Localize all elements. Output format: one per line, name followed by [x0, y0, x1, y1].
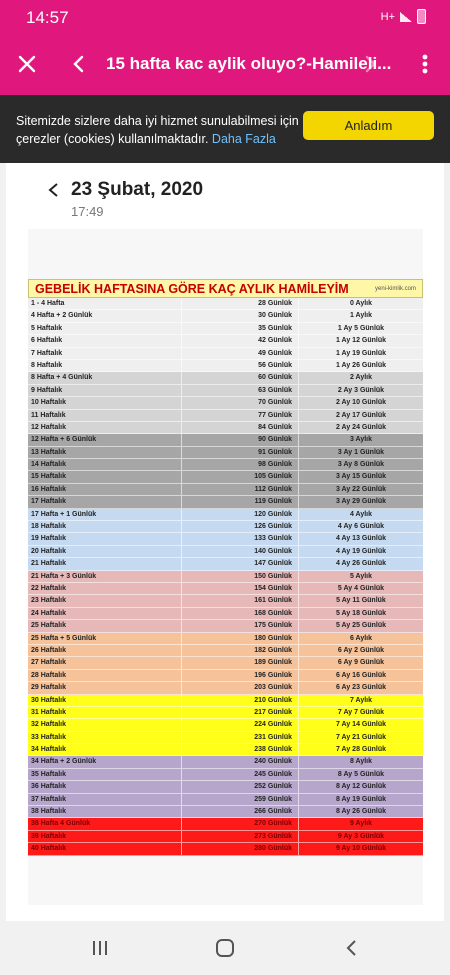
week-cell: 15 Haftalık	[31, 473, 67, 481]
table-site: yeni-kimlik.com	[374, 285, 416, 292]
week-cell: 25 Hafta + 5 Günlük	[31, 634, 97, 642]
months-cell: 8 Ay 5 Günlük	[298, 769, 423, 780]
post-date: 23 Şubat, 2020	[71, 179, 204, 200]
months-cell: 6 Ay 23 Günlük	[298, 682, 423, 693]
week-cell: 25 Haftalık	[31, 622, 67, 630]
page-title: 15 hafta kac aylik oluyo?-Hamileli...	[106, 54, 392, 73]
table-row	[28, 533, 423, 545]
week-cell: 40 Haftalık	[31, 845, 67, 853]
days-cell: 266 Günlük	[181, 806, 298, 817]
months-cell: 6 Ay 2 Günlük	[298, 645, 423, 656]
nav-back-button[interactable]	[338, 935, 364, 961]
months-cell: 9 Ay 10 Günlük	[298, 843, 423, 854]
days-cell: 120 Günlük	[181, 509, 298, 520]
week-cell: 36 Haftalık	[31, 783, 67, 791]
days-cell: 60 Günlük	[181, 372, 298, 383]
months-cell: 7 Ay 21 Günlük	[298, 732, 423, 743]
months-cell: 4 Ay 13 Günlük	[298, 533, 423, 544]
months-cell: 8 Ay 19 Günlük	[298, 794, 423, 805]
table-row	[28, 794, 423, 806]
cookie-message	[16, 112, 301, 148]
week-cell: 37 Haftalık	[31, 795, 67, 803]
week-cell: 14 Haftalık	[31, 461, 67, 469]
week-cell: 34 Hafta + 2 Günlük	[31, 758, 97, 766]
months-cell: 8 Ay 12 Günlük	[298, 781, 423, 792]
table-row	[28, 707, 423, 719]
back-button[interactable]	[62, 48, 94, 80]
days-cell: 119 Günlük	[181, 496, 298, 507]
days-cell: 245 Günlük	[181, 769, 298, 780]
recents-icon	[91, 940, 109, 956]
forward-button[interactable]	[355, 48, 387, 80]
week-cell: 17 Haftalık	[31, 498, 67, 506]
table-row	[28, 348, 423, 360]
week-cell: 21 Hafta + 3 Günlük	[31, 572, 97, 580]
days-cell: 180 Günlük	[181, 633, 298, 644]
table-row	[28, 509, 423, 521]
week-cell: 13 Haftalık	[31, 448, 67, 456]
week-cell: 8 Hafta + 4 Günlük	[31, 374, 93, 382]
week-cell: 16 Haftalık	[31, 485, 67, 493]
days-cell: 150 Günlük	[181, 571, 298, 582]
days-cell: 133 Günlük	[181, 533, 298, 544]
week-cell: 24 Haftalık	[31, 609, 67, 617]
table-row	[28, 496, 423, 508]
signal-icon	[400, 12, 412, 22]
days-cell: 42 Günlük	[181, 335, 298, 346]
table-row	[28, 695, 423, 707]
days-cell: 238 Günlük	[181, 744, 298, 755]
months-cell: 2 Ay 24 Günlük	[298, 422, 423, 433]
table-row	[28, 410, 423, 422]
days-cell: 273 Günlük	[181, 831, 298, 842]
days-cell: 217 Günlük	[181, 707, 298, 718]
week-cell: 38 Haftalık	[31, 808, 67, 816]
days-cell: 240 Günlük	[181, 756, 298, 767]
days-cell: 91 Günlük	[181, 447, 298, 458]
table-row	[28, 323, 423, 335]
months-cell: 7 Ay 28 Günlük	[298, 744, 423, 755]
months-cell: 3 Ay 1 Günlük	[298, 447, 423, 458]
months-cell: 6 Ay 9 Günlük	[298, 657, 423, 668]
battery-icon	[417, 9, 426, 24]
days-cell: 210 Günlük	[181, 695, 298, 706]
months-cell: 1 Ay 12 Günlük	[298, 335, 423, 346]
table-row	[28, 670, 423, 682]
week-cell: 28 Haftalık	[31, 671, 67, 679]
table-row	[28, 595, 423, 607]
days-cell: 126 Günlük	[181, 521, 298, 532]
table-row	[28, 806, 423, 818]
days-cell: 154 Günlük	[181, 583, 298, 594]
pregnancy-table	[28, 279, 423, 856]
table-row	[28, 781, 423, 793]
home-button[interactable]	[212, 935, 238, 961]
days-cell: 175 Günlük	[181, 620, 298, 631]
table-row	[28, 434, 423, 446]
week-cell: 29 Haftalık	[31, 684, 67, 692]
close-icon	[18, 55, 36, 73]
months-cell: 2 Aylık	[298, 372, 423, 383]
months-cell: 6 Ay 16 Günlük	[298, 670, 423, 681]
table-row	[28, 657, 423, 669]
week-cell: 27 Haftalık	[31, 659, 67, 667]
months-cell: 5 Aylık	[298, 571, 423, 582]
months-cell: 6 Aylık	[298, 633, 423, 644]
table-row	[28, 831, 423, 843]
months-cell: 5 Ay 25 Günlük	[298, 620, 423, 631]
cookie-more-link[interactable]: Daha Fazla	[211, 132, 276, 146]
table-row	[28, 843, 423, 855]
days-cell: 252 Günlük	[181, 781, 298, 792]
week-cell: 33 Haftalık	[31, 733, 67, 741]
week-cell: 23 Haftalık	[31, 597, 67, 605]
table-row	[28, 682, 423, 694]
week-cell: 11 Haftalık	[31, 411, 66, 419]
table-row	[28, 769, 423, 781]
table-row	[28, 521, 423, 533]
months-cell: 5 Ay 11 Günlük	[298, 595, 423, 606]
table-body	[28, 298, 423, 856]
months-cell: 0 Aylık	[298, 298, 423, 309]
more-button[interactable]	[409, 48, 441, 80]
days-cell: 49 Günlük	[181, 348, 298, 359]
more-vert-icon	[422, 54, 428, 74]
week-cell: 10 Haftalık	[31, 399, 67, 407]
days-cell: 189 Günlük	[181, 657, 298, 668]
table-row	[28, 372, 423, 384]
table-row	[28, 732, 423, 744]
table-row	[28, 422, 423, 434]
week-cell: 35 Haftalık	[31, 770, 67, 778]
days-cell: 280 Günlük	[181, 843, 298, 854]
table-row	[28, 546, 423, 558]
status-icons	[381, 9, 426, 24]
week-cell: 31 Haftalık	[31, 708, 67, 716]
days-cell: 147 Günlük	[181, 558, 298, 569]
months-cell: 1 Aylık	[298, 310, 423, 321]
days-cell: 259 Günlük	[181, 794, 298, 805]
week-cell: 7 Haftalık	[31, 349, 63, 357]
network-type: H+	[380, 10, 395, 23]
table-row	[28, 583, 423, 595]
months-cell: 4 Ay 19 Günlük	[298, 546, 423, 557]
close-button[interactable]	[11, 48, 43, 80]
week-cell: 21 Haftalık	[31, 560, 67, 568]
back-arrow-icon[interactable]	[47, 183, 61, 197]
week-cell: 12 Haftalık	[31, 423, 67, 431]
table-row	[28, 608, 423, 620]
chevron-left-icon	[345, 939, 357, 957]
days-cell: 63 Günlük	[181, 385, 298, 396]
table-row	[28, 360, 423, 372]
table-row	[28, 818, 423, 830]
months-cell: 1 Ay 19 Günlük	[298, 348, 423, 359]
week-cell: 30 Haftalık	[31, 696, 67, 704]
week-cell: 9 Haftalık	[31, 386, 63, 394]
months-cell: 8 Ay 26 Günlük	[298, 806, 423, 817]
table-header	[28, 279, 423, 298]
table-row	[28, 571, 423, 583]
months-cell: 1 Ay 5 Günlük	[298, 323, 423, 334]
months-cell: 4 Aylık	[298, 509, 423, 520]
months-cell: 8 Aylık	[298, 756, 423, 767]
week-cell: 22 Haftalık	[31, 584, 67, 592]
months-cell: 4 Ay 26 Günlük	[298, 558, 423, 569]
months-cell: 9 Ay 3 Günlük	[298, 831, 423, 842]
days-cell: 70 Günlük	[181, 397, 298, 408]
table-row	[28, 633, 423, 645]
days-cell: 77 Günlük	[181, 410, 298, 421]
week-cell: 19 Haftalık	[31, 535, 67, 543]
table-row	[28, 558, 423, 570]
week-cell: 17 Hafta + 1 Günlük	[31, 510, 97, 518]
days-cell: 90 Günlük	[181, 434, 298, 445]
table-row	[28, 310, 423, 322]
months-cell: 5 Ay 18 Günlük	[298, 608, 423, 619]
months-cell: 3 Ay 22 Günlük	[298, 484, 423, 495]
app-bar	[0, 34, 450, 95]
table-row	[28, 298, 423, 310]
system-nav-bar	[0, 921, 450, 975]
days-cell: 112 Günlük	[181, 484, 298, 495]
days-cell: 30 Günlük	[181, 310, 298, 321]
days-cell: 224 Günlük	[181, 719, 298, 730]
table-row	[28, 719, 423, 731]
days-cell: 28 Günlük	[181, 298, 298, 309]
days-cell: 182 Günlük	[181, 645, 298, 656]
chevron-right-icon	[365, 55, 377, 73]
table-row	[28, 620, 423, 632]
months-cell: 3 Ay 29 Günlük	[298, 496, 423, 507]
week-cell: 20 Haftalık	[31, 547, 67, 555]
months-cell: 4 Ay 6 Günlük	[298, 521, 423, 532]
days-cell: 203 Günlük	[181, 682, 298, 693]
week-cell: 5 Haftalık	[31, 324, 63, 332]
days-cell: 140 Günlük	[181, 546, 298, 557]
table-row	[28, 484, 423, 496]
table-row	[28, 459, 423, 471]
table-title: GEBELİK HAFTASINA GÖRE KAÇ AYLIK HAMİLEYİM	[35, 281, 349, 296]
home-icon	[215, 938, 235, 958]
table-row	[28, 756, 423, 768]
week-cell: 8 Haftalık	[31, 361, 63, 369]
cookie-banner	[0, 95, 450, 163]
days-cell: 84 Günlük	[181, 422, 298, 433]
months-cell: 3 Ay 8 Günlük	[298, 459, 423, 470]
months-cell: 2 Ay 3 Günlük	[298, 385, 423, 396]
week-cell: 6 Haftalık	[31, 337, 63, 345]
table-row	[28, 744, 423, 756]
months-cell: 2 Ay 17 Günlük	[298, 410, 423, 421]
months-cell: 7 Ay 14 Günlük	[298, 719, 423, 730]
days-cell: 35 Günlük	[181, 323, 298, 334]
days-cell: 105 Günlük	[181, 471, 298, 482]
post-time: 17:49	[71, 204, 104, 219]
table-row	[28, 447, 423, 459]
table-row	[28, 645, 423, 657]
days-cell: 168 Günlük	[181, 608, 298, 619]
table-row	[28, 385, 423, 397]
days-cell: 161 Günlük	[181, 595, 298, 606]
months-cell: 5 Ay 4 Günlük	[298, 583, 423, 594]
days-cell: 270 Günlük	[181, 818, 298, 829]
months-cell: 9 Aylık	[298, 818, 423, 829]
chevron-left-icon	[72, 55, 84, 73]
table-row	[28, 335, 423, 347]
cookie-accept-button[interactable]: Anladım	[303, 111, 434, 140]
months-cell: 7 Ay 7 Günlük	[298, 707, 423, 718]
week-cell: 34 Haftalık	[31, 746, 67, 754]
week-cell: 32 Haftalık	[31, 721, 67, 729]
week-cell: 12 Hafta + 6 Günlük	[31, 436, 97, 444]
days-cell: 196 Günlük	[181, 670, 298, 681]
days-cell: 56 Günlük	[181, 360, 298, 371]
months-cell: 1 Ay 26 Günlük	[298, 360, 423, 371]
months-cell: 3 Ay 15 Günlük	[298, 471, 423, 482]
months-cell: 7 Aylık	[298, 695, 423, 706]
week-cell: 1 - 4 Hafta	[31, 300, 65, 307]
week-cell: 18 Haftalık	[31, 523, 67, 531]
months-cell: 2 Ay 10 Günlük	[298, 397, 423, 408]
week-cell: 26 Haftalık	[31, 646, 67, 654]
table-row	[28, 471, 423, 483]
days-cell: 98 Günlük	[181, 459, 298, 470]
week-cell: 38 Hafta 4 Günlük	[31, 820, 91, 828]
status-bar	[0, 0, 450, 34]
week-cell: 4 Hafta + 2 Günlük	[31, 312, 93, 320]
cookie-text: Sitemizde sizlere daha iyi hizmet sunulabilmesi için çerezler (cookies) kullanılmaktadır.	[16, 114, 299, 146]
week-cell: 39 Haftalık	[31, 832, 67, 840]
recents-button[interactable]	[87, 935, 113, 961]
table-row	[28, 397, 423, 409]
days-cell: 231 Günlük	[181, 732, 298, 743]
months-cell: 3 Aylık	[298, 434, 423, 445]
status-time: 14:57	[26, 8, 69, 27]
